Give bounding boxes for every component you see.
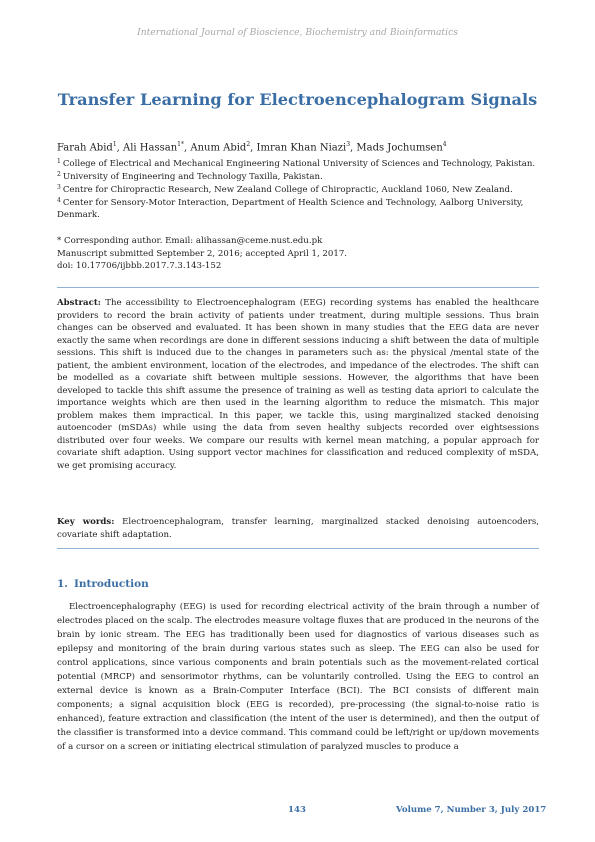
author-affiliation-mark: 2 bbox=[246, 141, 251, 148]
affiliation-4: $^4$ Center for Sensory-Motor Interaction, Department of Health Science and Technology, Aalborg University, bbox=[57, 197, 524, 208]
keywords-text: Electroencephalogram, transfer learning, marginalized stacked denoising autoencoders, covariate shift adaptation. bbox=[57, 517, 539, 540]
author-name: Ali Hassan bbox=[123, 142, 178, 154]
divider bbox=[57, 287, 539, 288]
author-affiliation-mark: 1 bbox=[112, 141, 117, 148]
affiliation-3: $^3$ Centre for Chiropractic Research, New Zealand College of Chiropractic, Auckland 1060, New Zealand. bbox=[57, 184, 513, 195]
section-title: Introduction bbox=[73, 578, 149, 590]
corresponding-author: * Corresponding author. Email: alihassan@ceme.nust.edu.pk bbox=[57, 236, 323, 246]
paper-title: Transfer Learning for Electroencephalogram Signals bbox=[57, 90, 538, 109]
section-number: 1. bbox=[57, 578, 68, 590]
doi: doi: 10.17706/ijbbb.2017.7.3.143-152 bbox=[57, 261, 222, 271]
keywords-label: Key words: bbox=[57, 517, 115, 527]
author-name: Anum Abid bbox=[190, 142, 247, 154]
author-affiliation-mark: 1* bbox=[177, 141, 184, 148]
author-list: Farah Abid$^1$, Ali Hassan$^{1*}$, Anum Abid$^2$, Imran Khan Niazi$^3$, Mads Jochumsen$^4$ bbox=[57, 141, 447, 154]
author-name: Farah Abid bbox=[57, 142, 113, 154]
section-heading bbox=[57, 578, 149, 590]
abstract-text: The accessibility to Electroencephalogram (EEG) recording systems has enabled the healthcare providers to record the brain activity of patients under treatment, during multiple sessions. Thus brain changes can be observed and evaluated. It has been shown in many studies that the EEG data are never exactly the same when recordings are done in different sessions inducing a shift between the data of multiple sessions. This shift is induced due to the changes in parameters such as: the physical /mental state of the patient, the ambient environment, location of the electrodes, and impedance of the electrodes. The shift can be modelled as a covariate shift between multiple sessions. However, the algorithms that have been developed to tackle this shift assume the presence of training as well as testing data apriori to calculate the importance weights which are then used in the learning algorithm to reduce the mismatch. This major problem makes them impractical. In this paper, we tackle this, using marginalized stacked denoising autoencoder (mSDAs) while using the data from seven healthy subjects recorded over eightsessions distributed over four weeks. We compare our results with kernel mean matching, a popular approach for covariate shift adaption. Using support vector machines for classification and reduced complexity of mSDA, we get promising accuracy. bbox=[57, 298, 539, 471]
affiliation-1: $^1$ College of Electrical and Mechanical Engineering National University of Sciences and Technology, Pakistan. bbox=[57, 158, 536, 169]
journal-header: International Journal of Bioscience, Biochemistry and Bioinformatics bbox=[137, 27, 458, 38]
divider bbox=[57, 548, 539, 549]
page-number: 143 bbox=[288, 805, 306, 815]
author-affiliation-mark: 3 bbox=[346, 141, 351, 148]
affiliation-2: $^2$ University of Engineering and Technology Taxilla, Pakistan. bbox=[57, 171, 323, 182]
abstract bbox=[57, 297, 539, 472]
author-name: Imran Khan Niazi bbox=[256, 142, 347, 154]
affiliation-4-cont: Denmark. bbox=[57, 210, 100, 220]
author-name: Mads Jochumsen bbox=[356, 142, 443, 154]
author-affiliation-mark: 4 bbox=[442, 141, 447, 148]
intro-paragraph: Electroencephalography (EEG) is used for recording electrical activity of the brain through a number of electrodes placed on the scalp. The electrodes measure voltage fluxes that are produced in the neurons of the brain by ionic stream. The EEG has traditionally been used for diagnostics of various diseases such as epilepsy and monitoring of the brain during various states such as sleep. The EEG can also be used for control applications, since various components and brain potentials such as the movement-related cortical potential (MRCP) and sensorimotor rhythms, can be voluntarily controlled. Using the EEG to control an external device is known as a Brain-Computer Interface (BCI). The BCI consists of different main components; a signal acquisition block (EEG is recorded), pre-processing (the signal-to-noise ratio is enhanced), feature extraction and classification (the intent of the user is determined), and then the output of the classifier is transformed into a device command. This command could be left/right or up/down movements of a cursor on a screen or initiating electrical stimulation of paralyzed muscles to produce a bbox=[57, 602, 539, 752]
keywords bbox=[57, 516, 539, 541]
manuscript-dates: Manuscript submitted September 2, 2016; accepted April 1, 2017. bbox=[57, 249, 348, 259]
volume-info: Volume 7, Number 3, July 2017 bbox=[396, 805, 547, 815]
abstract-label: Abstract: bbox=[57, 298, 101, 308]
